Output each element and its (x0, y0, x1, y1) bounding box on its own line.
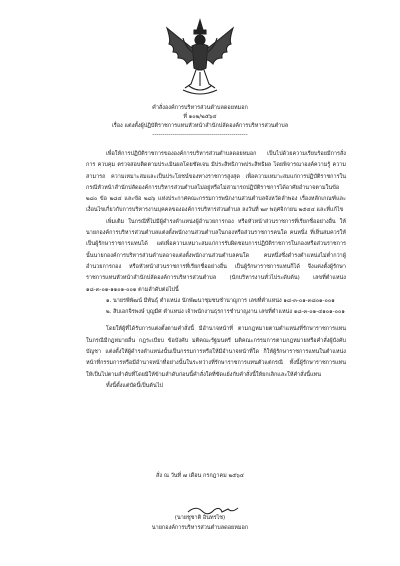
signatory-position: นายกองค์การบริหารส่วนตำบลดอยหมอก (151, 525, 249, 531)
appointee-1: ๑. นายรพีพัฒน์ มีพันธุ์ ตำแหน่ง นักพัฒนาชุมชนชำนาญการ เลขที่ตำแหน่ง ๑๘-๓-๐๑-๓๘๐๑-๐๐๑ (106, 297, 335, 304)
paragraph-3: โดยให้ผู้ที่ได้รับการแต่งตั้งตามคำสั่งนี้ มีอำนาจหน้าที่ ตามกฎหมายตามตำแหน่งที่รักษาราชการแทน ในกรณีมีกฎหมายอื่น กฎระเบียบ ข้อบังคับ มติคณะรัฐมนตรี มติคณะกรรมการตามกฎหมายหรือคำสั่งผู้บังคับบัญชา แต่งตั้งให้ผู้ดำรงตำแหน่งนั้นเป็นกรรมการหรือให้มีอำนาจหน้าที่ใด ก็ให้ผู้รักษาราชการแทนในตำแหน่งหน้าที่กรรมการหรือมีอำนาจหน้าที่อย่างนั้นในระหว่างที่รักษาราชการแทนตัวแต่กรณี ทั้งนี้ผู้รักษาราชการแทนให้เป็นไปตามลำดับที่โดยมิให้ข้ามลำดับก่อนนี้คำสั่งใดที่ขัดแย้งกับคำสั่งนี้ให้ยกเลิกและให้คำสั่งนี้แทน (86, 326, 346, 378)
paragraph-2: เพิ่มเติม ในกรณีที่ไม่มีผู้ดำรงตำแหน่งผู้อำนวยการกอง หรือหัวหน้าส่วนราชการที่เรียกชื่ออย่างอื่น ให้นายกองค์การบริหารส่วนตำบลแต่งตั้งพนักงานส่วนตำบลในกองหรือส่วนราชการคนใด คนหนึ่ง ที่เห็นสมควรให้เป็นผู้รักษาราชการแทนได้ แต่เพื่อความเหมาะสมแก่การรับผิดชอบการปฏิบัติราชการในกองหรือส่วนราชการนั้นนายกองค์การบริหารส่วนตำบลอาจแต่งตั้งพนักงานส่วนตำบลคนใด คนหนึ่งซึ่งดำรงตำแหน่งไม่ต่ำกว่าผู้อำนวยการกอง หรือหัวหน้าส่วนราชการที่เรียกชื่ออย่างอื่น เป็นผู้รักษาราชการแทนก็ได้ จึงแต่งตั้งผู้รักษาราชการแทนหัวหน้าสำนักปลัดองค์การบริหารส่วนตำบล (นักบริหารงานทั่วไประดับต้น) เลขที่ตำแหน่ง ๑๘-๓-๐๑-๑๑๐๑-๐๐๑ ตามลำดับต่อไปนี้ (86, 218, 346, 293)
paragraph-1: เพื่อให้การปฏิบัติราชการขององค์การบริหารส่วนตำบลดอยหมอก เป็นไปด้วยความเรียบร้อยมีการสั่งการ ควบคุม ตรวจสอบติดตามประเมินผลโดยชัดเจน มีประสิทธิภาพประสิทธิผล โดยพิจารณาองค์ความรู้ ความสามารถ ความเหมาะสมและเป็นประโยชน์ของทางราชการสูงสุด เพื่อความเหมาะสมแก่การปฏิบัติราชการในกรณีหัวหน้าสำนักปลัดองค์การบริหารส่วนตำบลไม่อยู่หรือไม่สามารถปฏิบัติราชการได้อาศัยอำนาจตามในข้อ ๒๘๐ ข้อ ๒๘๔ และข้อ ๒๘๖ แห่งประกาศคณะกรรมการพนักงานส่วนตำบลจังหวัดลำพอง เรื่องหลักเกณฑ์และเงื่อนไขเกี่ยวกับการบริหารงานบุคคลขององค์การบริหารส่วนตำบล ลงวันที่ ๒๙ พฤศจิกายน ๒๕๔๔ และที่แก้ไข (86, 151, 346, 214)
garuda-emblem-icon (161, 16, 239, 98)
subject-line: เรื่อง แต่งตั้งผู้ปฏิบัติราชการแทนหัวหน้าสำนักปลัดองค์การบริหารส่วนตำบล (111, 123, 289, 129)
appointee-2: ๒. สิบเอกจิรพงษ์ บุญมีศ ตำแหน่ง เจ้าพนักงานธุรการชำนาญงาน เลขที่ตำแหน่ง ๑๘-๓-๐๑-๔๑๐๑-๐๐๑ (106, 309, 345, 316)
issuer-title: คำสั่งองค์การบริหารส่วนตำบลดอยหมอก (152, 105, 248, 111)
document-body (86, 149, 346, 392)
order-date: สั่ง ณ วันที่ ๗ เดือน กรกฎาคม ๒๕๖๔ (156, 473, 244, 479)
divider-line: ------------------------------------------------ (152, 132, 248, 138)
order-number: ที่ ๑๐๒/๒๕๖๔ (183, 114, 217, 120)
effective-clause: ทั้งนี้ตั้งแต่บัดนี้เป็นต้นไป (106, 382, 163, 389)
signatory-name: (นายชูชาติ อินทรไช) (174, 515, 226, 521)
